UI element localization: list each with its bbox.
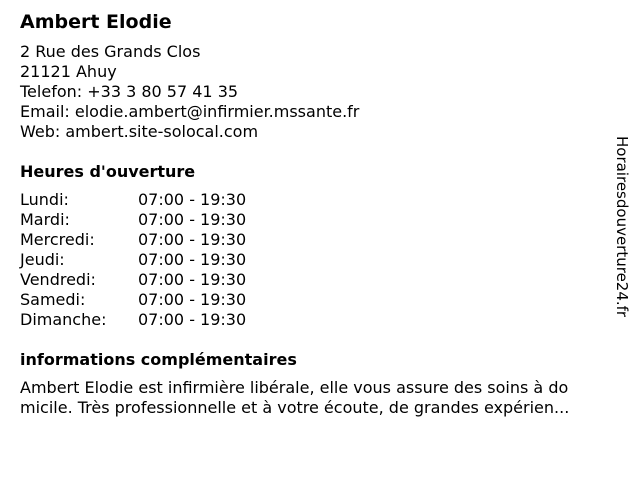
hours-time: 07:00 - 19:30 <box>138 290 247 309</box>
hours-table <box>20 190 610 330</box>
hours-time: 07:00 - 19:30 <box>138 250 247 269</box>
hours-row <box>20 250 610 270</box>
business-description <box>20 378 630 418</box>
hours-row <box>20 270 610 290</box>
site-watermark: Horairesdouverture24.fr <box>613 136 631 318</box>
email-label: Email: <box>20 102 70 121</box>
hours-day: Mercredi: <box>20 230 95 249</box>
hours-day: Mardi: <box>20 210 70 229</box>
email-line <box>20 102 610 122</box>
business-card <box>20 8 610 418</box>
hours-row <box>20 230 610 250</box>
business-name: Ambert Elodie <box>20 11 172 33</box>
hours-heading: Heures d'ouverture <box>20 162 196 181</box>
hours-row <box>20 210 610 230</box>
hours-day: Vendredi: <box>20 270 96 289</box>
hours-row <box>20 290 610 310</box>
hours-time: 07:00 - 19:30 <box>138 310 247 329</box>
hours-row <box>20 310 610 330</box>
address-city: 21121 Ahuy <box>20 62 117 81</box>
email-address[interactable]: elodie.ambert@infirmier.mssante.fr <box>74 102 360 121</box>
hours-day: Samedi: <box>20 290 86 309</box>
web-label: Web: <box>20 122 61 141</box>
hours-time: 07:00 - 19:30 <box>138 230 247 249</box>
hours-time: 07:00 - 19:30 <box>138 190 247 209</box>
web-line <box>20 122 610 142</box>
description-line-1: Ambert Elodie est infirmière libérale, elle vous assure des soins à do <box>20 378 569 397</box>
hours-day: Lundi: <box>20 190 69 209</box>
web-link[interactable]: ambert.site-solocal.com <box>65 122 259 141</box>
info-heading: informations complémentaires <box>20 350 297 369</box>
address-street: 2 Rue des Grands Clos <box>20 42 201 61</box>
hours-row <box>20 190 610 210</box>
description-line-2: micile. Très professionnelle et à votre écoute, de grandes expérien... <box>20 398 570 417</box>
phone-line <box>20 82 610 102</box>
hours-time: 07:00 - 19:30 <box>138 270 247 289</box>
phone-label: Telefon: <box>20 82 83 101</box>
hours-day: Jeudi: <box>20 250 65 269</box>
hours-time: 07:00 - 19:30 <box>138 210 247 229</box>
hours-day: Dimanche: <box>20 310 107 329</box>
phone-number[interactable]: +33 3 80 57 41 35 <box>87 82 239 101</box>
